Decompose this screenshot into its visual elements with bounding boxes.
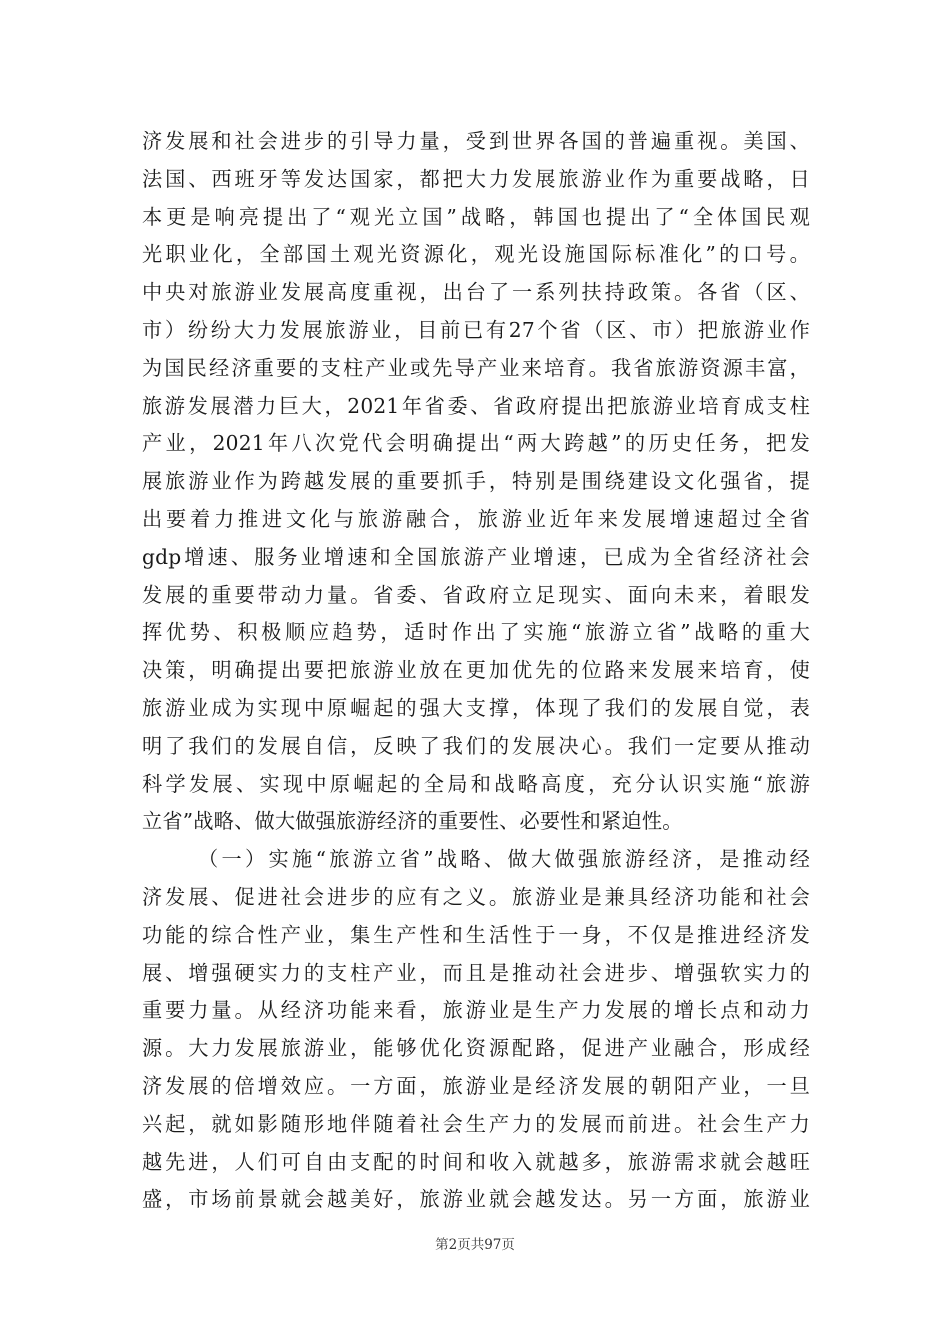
text-line: 发展的重要带动力量。省委、省政府立足现实、面向未来，着眼发	[142, 582, 810, 607]
text-line: 济发展、促进社会进步的应有之义。旅游业是兼具经济功能和社会	[142, 884, 810, 909]
text-line: 源。大力发展旅游业，能够优化资源配路，促进产业融合，形成经	[142, 1036, 810, 1061]
text-line: 明了我们的发展自信，反映了我们的发展决心。我们一定要从推动	[142, 733, 810, 758]
text-line: 兴起，就如影随形地伴随着社会生产力的发展而前进。社会生产力	[142, 1111, 810, 1136]
text-line: 重要力量。从经济功能来看，旅游业是生产力发展的增长点和动力	[142, 998, 810, 1023]
text-line: 决策，明确提出要把旅游业放在更加优先的位路来发展来培育，使	[142, 658, 810, 683]
text-line: 越先进，人们可自由支配的时间和收入就越多，旅游需求就会越旺	[142, 1149, 810, 1174]
page-number: 第2页共97页	[435, 1237, 515, 1253]
text-line: 济发展和社会进步的引导力量，受到世界各国的普遍重视。美国、	[142, 129, 810, 153]
text-line: 展、增强硬实力的支柱产业，而且是推动社会进步、增强软实力的	[142, 960, 810, 985]
text-line: 为国民经济重要的支柱产业或先导产业来培育。我省旅游资源丰富，	[142, 355, 810, 380]
text-line: 展旅游业作为跨越发展的重要抓手，特别是围绕建设文化强省，提	[142, 469, 810, 494]
text-line: 旅游发展潜力巨大，2021年省委、省政府提出把旅游业培育成支柱	[142, 393, 810, 418]
text-line: 中央对旅游业发展高度重视，出台了一系列扶持政策。各省（区、	[142, 280, 810, 305]
text-line: 挥优势、积极顺应趋势，适时作出了实施“旅游立省”战略的重大	[142, 620, 810, 645]
text-line: 出要着力推进文化与旅游融合，旅游业近年来发展增速超过全省	[142, 506, 810, 531]
text-line: 旅游业成为实现中原崛起的强大支撑，体现了我们的发展自觉，表	[142, 695, 810, 720]
text-line: 功能的综合性产业，集生产性和生活性于一身，不仅是推进经济发	[142, 922, 810, 947]
text-line: 济发展的倍增效应。一方面，旅游业是经济发展的朝阳产业，一旦	[142, 1073, 810, 1098]
text-line: 法国、西班牙等发达国家，都把大力发展旅游业作为重要战略，日	[142, 166, 810, 191]
text-line: 盛，市场前景就会越美好，旅游业就会越发达。另一方面，旅游业	[142, 1187, 810, 1212]
text-line: 产业，2021年八次党代会明确提出“两大跨越”的历史任务，把发	[142, 431, 810, 456]
text-line: 市）纷纷大力发展旅游业，目前已有27个省（区、市）把旅游业作	[142, 317, 810, 342]
text-line: 立省”战略、做大做强旅游经济的重要性、必要性和紧迫性。	[142, 809, 683, 834]
text-line: 本更是响亮提出了“观光立国”战略，韩国也提出了“全体国民观	[142, 204, 810, 229]
text-line: 光职业化，全部国土观光资源化，观光设施国际标准化”的口号。	[142, 242, 810, 267]
body-text	[142, 123, 810, 1219]
text-line: 科学发展、实现中原崛起的全局和战略高度，充分认识实施“旅游	[142, 771, 810, 796]
text-line: gdp增速、服务业增速和全国旅游产业增速，已成为全省经济社会	[142, 544, 810, 569]
paragraph-first-line: （一）实施“旅游立省”战略、做大做强旅游经济，是推动经	[198, 847, 810, 872]
